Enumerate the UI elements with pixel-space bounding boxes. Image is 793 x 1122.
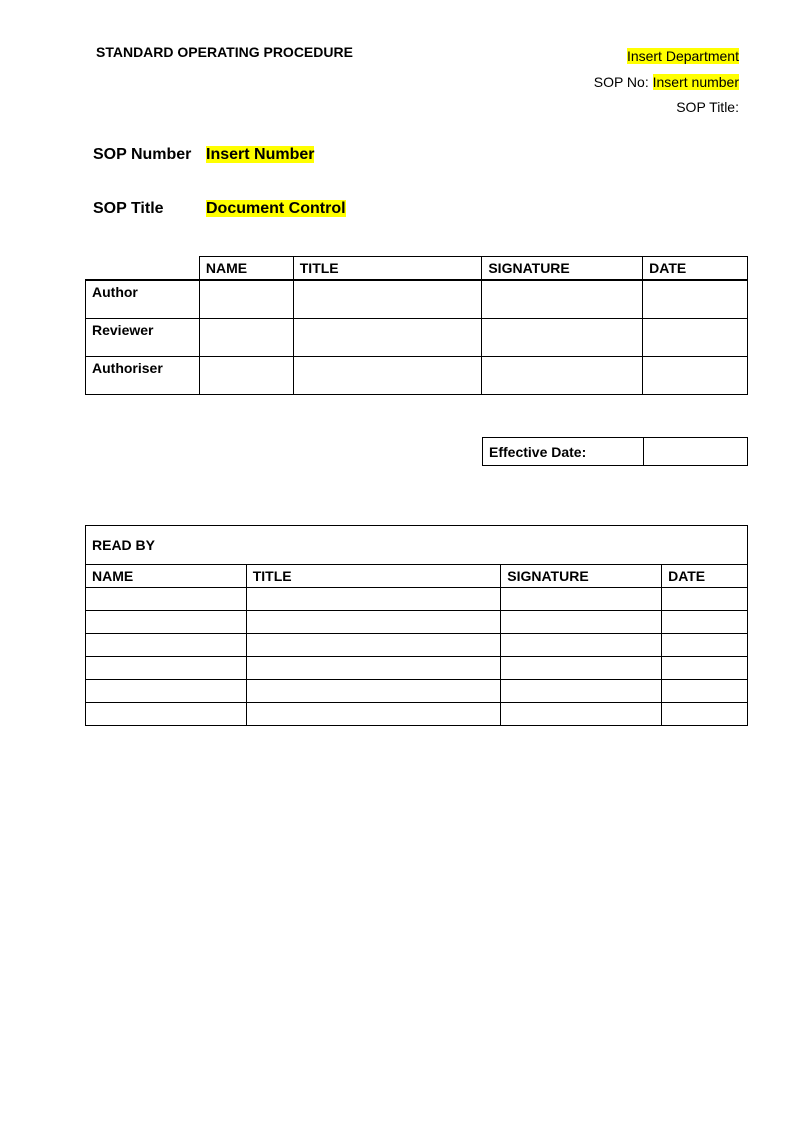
read-by-title-cell[interactable] bbox=[246, 634, 501, 657]
read-by-title-cell[interactable] bbox=[246, 657, 501, 680]
read-by-name-cell[interactable] bbox=[86, 634, 247, 657]
authoriser-date-cell[interactable] bbox=[643, 356, 748, 394]
read-by-signature-cell[interactable] bbox=[501, 588, 662, 611]
read-by-name-cell[interactable] bbox=[86, 703, 247, 726]
approval-row-author bbox=[86, 280, 748, 318]
reviewer-name-cell[interactable] bbox=[199, 318, 293, 356]
read-by-date-cell[interactable] bbox=[662, 588, 748, 611]
author-title-cell[interactable] bbox=[293, 280, 482, 318]
sop-title-row bbox=[93, 200, 346, 218]
sop-no-field[interactable]: Insert number bbox=[652, 73, 739, 90]
read-by-title-cell[interactable] bbox=[246, 703, 501, 726]
reviewer-signature-cell[interactable] bbox=[482, 318, 643, 356]
read-by-date-cell[interactable] bbox=[662, 657, 748, 680]
table-row bbox=[86, 657, 748, 680]
approval-corner-cell bbox=[86, 257, 200, 281]
sop-title-label: SOP Title: bbox=[676, 99, 739, 115]
effective-date-table bbox=[482, 437, 748, 466]
table-row bbox=[86, 588, 748, 611]
read-by-title-cell[interactable] bbox=[246, 588, 501, 611]
read-by-signature-cell[interactable] bbox=[501, 634, 662, 657]
sop-number-field[interactable]: Insert Number bbox=[206, 146, 315, 163]
read-by-date-cell[interactable] bbox=[662, 703, 748, 726]
approval-col-date: DATE bbox=[643, 257, 748, 281]
department-field[interactable]: Insert Department bbox=[626, 48, 739, 64]
read-by-signature-cell[interactable] bbox=[501, 703, 662, 726]
table-row bbox=[86, 680, 748, 703]
read-by-table bbox=[85, 525, 748, 726]
reviewer-title-cell[interactable] bbox=[293, 318, 482, 356]
author-name-cell[interactable] bbox=[199, 280, 293, 318]
read-by-title: READ BY bbox=[86, 526, 748, 565]
read-by-date-cell[interactable] bbox=[662, 634, 748, 657]
approval-table bbox=[85, 256, 748, 395]
effective-date-field[interactable] bbox=[643, 438, 748, 466]
read-by-col-date: DATE bbox=[662, 565, 748, 588]
read-by-title-cell[interactable] bbox=[246, 611, 501, 634]
sop-number-row bbox=[93, 146, 314, 164]
row-label-reviewer: Reviewer bbox=[86, 318, 200, 356]
doc-type-heading: STANDARD OPERATING PROCEDURE bbox=[96, 44, 353, 60]
read-by-col-title: TITLE bbox=[246, 565, 501, 588]
read-by-name-cell[interactable] bbox=[86, 657, 247, 680]
read-by-signature-cell[interactable] bbox=[501, 657, 662, 680]
read-by-col-signature: SIGNATURE bbox=[501, 565, 662, 588]
table-row bbox=[86, 703, 748, 726]
read-by-date-cell[interactable] bbox=[662, 611, 748, 634]
header-right-block bbox=[594, 44, 739, 121]
read-by-title-cell[interactable] bbox=[246, 680, 501, 703]
approval-col-name: NAME bbox=[199, 257, 293, 281]
authoriser-title-cell[interactable] bbox=[293, 356, 482, 394]
read-by-date-cell[interactable] bbox=[662, 680, 748, 703]
approval-row-authoriser bbox=[86, 356, 748, 394]
table-row bbox=[86, 611, 748, 634]
row-label-authoriser: Authoriser bbox=[86, 356, 200, 394]
read-by-signature-cell[interactable] bbox=[501, 680, 662, 703]
row-label-author: Author bbox=[86, 280, 200, 318]
authoriser-name-cell[interactable] bbox=[199, 356, 293, 394]
author-signature-cell[interactable] bbox=[482, 280, 643, 318]
effective-date-label: Effective Date: bbox=[483, 438, 644, 466]
read-by-name-cell[interactable] bbox=[86, 680, 247, 703]
sop-title-field-label: SOP Title bbox=[93, 200, 164, 217]
table-row bbox=[86, 634, 748, 657]
authoriser-signature-cell[interactable] bbox=[482, 356, 643, 394]
author-date-cell[interactable] bbox=[643, 280, 748, 318]
reviewer-date-cell[interactable] bbox=[643, 318, 748, 356]
read-by-col-name: NAME bbox=[86, 565, 247, 588]
approval-col-signature: SIGNATURE bbox=[482, 257, 643, 281]
sop-title-field[interactable]: Document Control bbox=[206, 200, 346, 217]
read-by-header-row bbox=[86, 565, 748, 588]
approval-col-title: TITLE bbox=[293, 257, 482, 281]
read-by-name-cell[interactable] bbox=[86, 611, 247, 634]
approval-row-reviewer bbox=[86, 318, 748, 356]
approval-header-row bbox=[86, 257, 748, 281]
sop-no-label: SOP No: bbox=[593, 73, 653, 90]
sop-number-label: SOP Number bbox=[93, 146, 192, 163]
read-by-signature-cell[interactable] bbox=[501, 611, 662, 634]
read-by-name-cell[interactable] bbox=[86, 588, 247, 611]
